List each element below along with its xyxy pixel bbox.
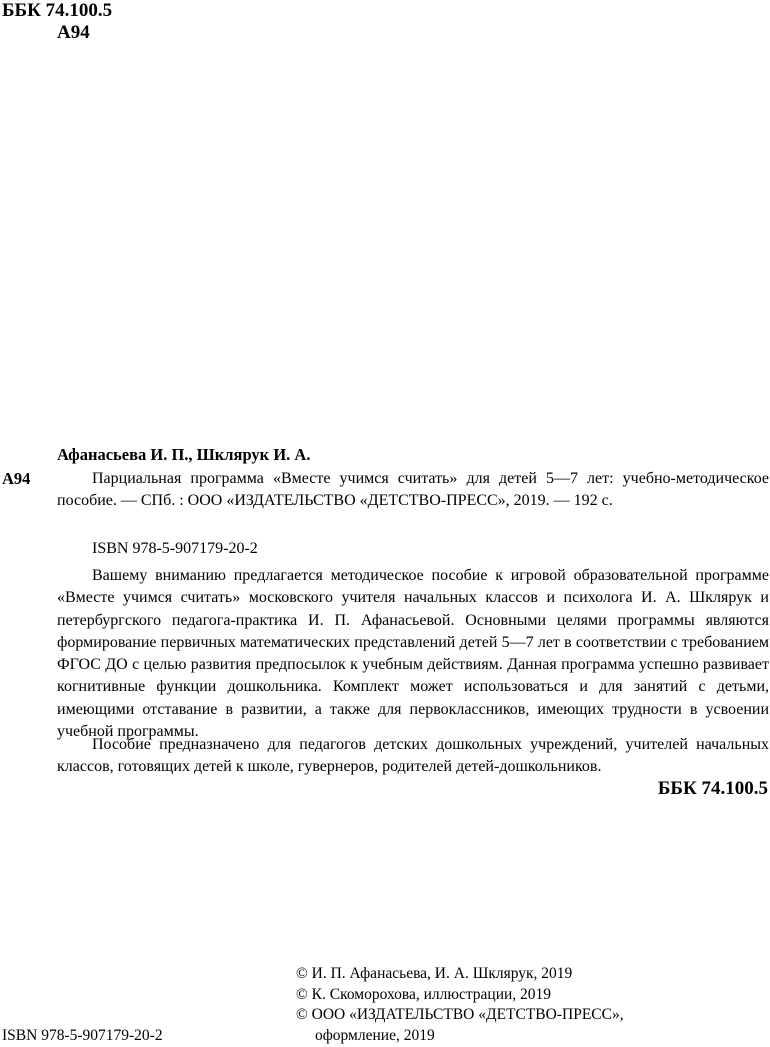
bbk-index-top: ББК 74.100.5 — [2, 0, 113, 21]
author-code-top: А94 — [57, 22, 90, 43]
abstract-paragraph: Вашему вниманию предлагается методическое пособие к игровой образовательной программе «Вместе учимся считать» московского учителя начальных классов и психолога И. А. Шклярук и петербургского педагога-практика И. П. Афанасьевой. Основными целями программы являются формирование первичных математических представлений детей 5—7 лет в соответствии с требованием ФГОС ДО с целью развития предпосылок к учебным действиям. Данная программа успешно развивает когнитивные функции дошкольника. Комплект может использоваться и для занятий с детьми, имеющими отставание в развитии, а также для первоклассников, имеющих трудности в усвоении учебной программы. — [57, 567, 769, 741]
copyright-line-continuation: оформление, 2019 — [315, 1026, 435, 1044]
copyright-block — [296, 964, 624, 1046]
authors-heading: Афанасьева И. П., Шклярук И. А. — [57, 445, 311, 464]
copyright-line: © К. Скоморохова, иллюстрации, 2019 — [296, 985, 552, 1003]
bibliographic-entry: Парциальная программа «Вместе учимся считать» для детей 5—7 лет: учебно-методическое пособие. — СПб. : ООО «ИЗДАТЕЛЬСТВО «ДЕТСТВО-ПРЕСС», 2019. — 192 с. — [57, 470, 769, 510]
author-code-side: А94 — [2, 469, 31, 488]
copyright-line: © И. П. Афанасьева, И. А. Шклярук, 2019 — [296, 965, 573, 982]
isbn-line: ISBN 978-5-907179-20-2 — [92, 540, 258, 557]
isbn-footer: ISBN 978-5-907179-20-2 — [2, 1027, 163, 1044]
purpose-paragraph: Пособие предназначено для педагогов детских дошкольных учреждений, учителей начальных классов, готовящих детей к школе, гувернеров, родителей детей-дошкольников. — [57, 736, 769, 776]
bbk-index-bottom: ББК 74.100.5 — [657, 778, 768, 799]
copyright-line: © ООО «ИЗДАТЕЛЬСТВО «ДЕТСТВО-ПРЕСС», — [296, 1006, 624, 1023]
